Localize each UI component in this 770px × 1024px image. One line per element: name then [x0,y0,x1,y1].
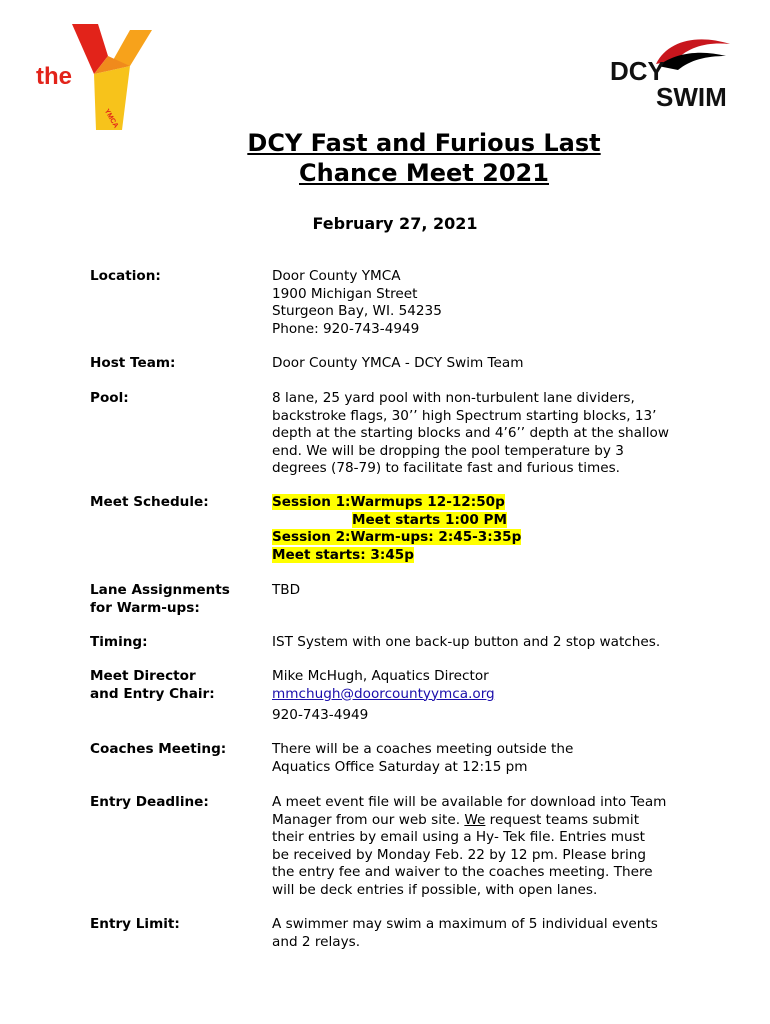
schedule-session-2-start: Meet starts: 3:45p [272,546,414,563]
schedule-session-1-start: Meet starts 1:00 PM [352,511,508,528]
pool-line: 8 lane, 25 yard pool with non-turbulent lane dividers, [272,390,635,406]
ymca-logo-the: the [36,63,72,90]
entry-deadline-line: A meet event file will be available for download into Team [272,794,667,810]
lane-assignments-label [90,582,260,617]
entry-deadline-underlined: We [464,811,486,828]
location-line: Sturgeon Bay, WI. 54235 [272,303,442,319]
timing-label: Timing: [90,634,148,650]
timing-value: IST System with one back-up button and 2 stop watches. [272,634,661,650]
meet-director-phone: 920-743-4949 [272,707,369,723]
schedule-session-2: Session 2:Warm-ups: 2:45-3:35p [272,529,522,545]
entry-deadline-line: be received by Monday Feb. 22 by 12 pm. Please bring [272,846,647,863]
pool-value [272,390,692,478]
host-team-value: Door County YMCA - DCY Swim Team [272,355,524,371]
entry-deadline-line: the entry fee and waiver to the coaches meeting. There [272,864,653,880]
coaches-meeting-line: There will be a coaches meeting outside the [272,741,574,757]
entry-deadline-text: Manager from our web site. [272,811,465,828]
ymca-logo-small: YMCA [102,108,120,130]
entry-deadline-text: request teams submit [485,811,640,828]
entry-deadline-line: will be deck entries if possible, with open lanes. [272,881,598,898]
pool-line: end. We will be dropping the pool temperature by 3 [272,442,624,459]
meet-director-label [90,668,260,703]
location-label: Location: [90,268,161,284]
pool-line: backstroke flags, 30’’ high Spectrum starting blocks, 13’ [272,407,657,424]
meet-director-label-line: Meet Director [90,668,196,684]
lane-assignments-label-line: Lane Assignments [90,582,230,598]
location-line: Door County YMCA [272,268,401,284]
title-line-2: Chance Meet 2021 [299,159,549,187]
lane-assignments-label-line: for Warm-ups: [90,599,200,616]
entry-limit-line: A swimmer may swim a maximum of 5 individual events [272,916,658,932]
meet-director-email-link[interactable]: mmchugh@doorcountyymca.org [272,685,495,702]
entry-deadline-line [272,812,692,830]
meet-director-name: Mike McHugh, Aquatics Director [272,668,489,684]
swim-logo-text: SWIM [656,82,727,112]
ymca-logo [30,22,165,134]
entry-deadline-line: their entries by email using a Hy- Tek file. Entries must [272,829,646,845]
entry-limit-value [272,916,692,951]
dcy-swim-logo [598,30,738,112]
meet-date: February 27, 2021 [312,214,478,233]
location-line: 1900 Michigan Street [272,285,418,302]
coaches-meeting-label: Coaches Meeting: [90,741,227,757]
pool-line: depth at the starting blocks and 4’6’’ depth at the shallow [272,425,669,441]
pool-label: Pool: [90,390,129,406]
entry-limit-line: and 2 relays. [272,933,361,950]
pool-line: degrees (78-79) to facilitate fast and furious times. [272,460,620,476]
meet-schedule-label: Meet Schedule: [90,494,209,510]
entry-deadline-value [272,794,692,899]
schedule-session-1: Session 1:Warmups 12-12:50p [272,494,505,510]
host-team-label: Host Team: [90,355,176,371]
meet-director-value [272,668,692,725]
ymca-logo-graphic [30,22,165,134]
location-value [272,268,692,338]
entry-deadline-label: Entry Deadline: [90,794,209,810]
meet-director-label-line: and Entry Chair: [90,685,215,702]
page-title [0,128,770,188]
entry-limit-label: Entry Limit: [90,916,180,932]
title-line-1: DCY Fast and Furious Last [247,129,601,157]
meet-schedule-value [272,494,692,564]
coaches-meeting-line: Aquatics Office Saturday at 12:15 pm [272,758,528,775]
location-line: Phone: 920-743-4949 [272,320,420,337]
coaches-meeting-value [272,741,692,776]
lane-assignments-value: TBD [272,582,301,598]
dcy-swim-logo-graphic [598,30,738,112]
dcy-logo-text: DCY [610,56,665,86]
